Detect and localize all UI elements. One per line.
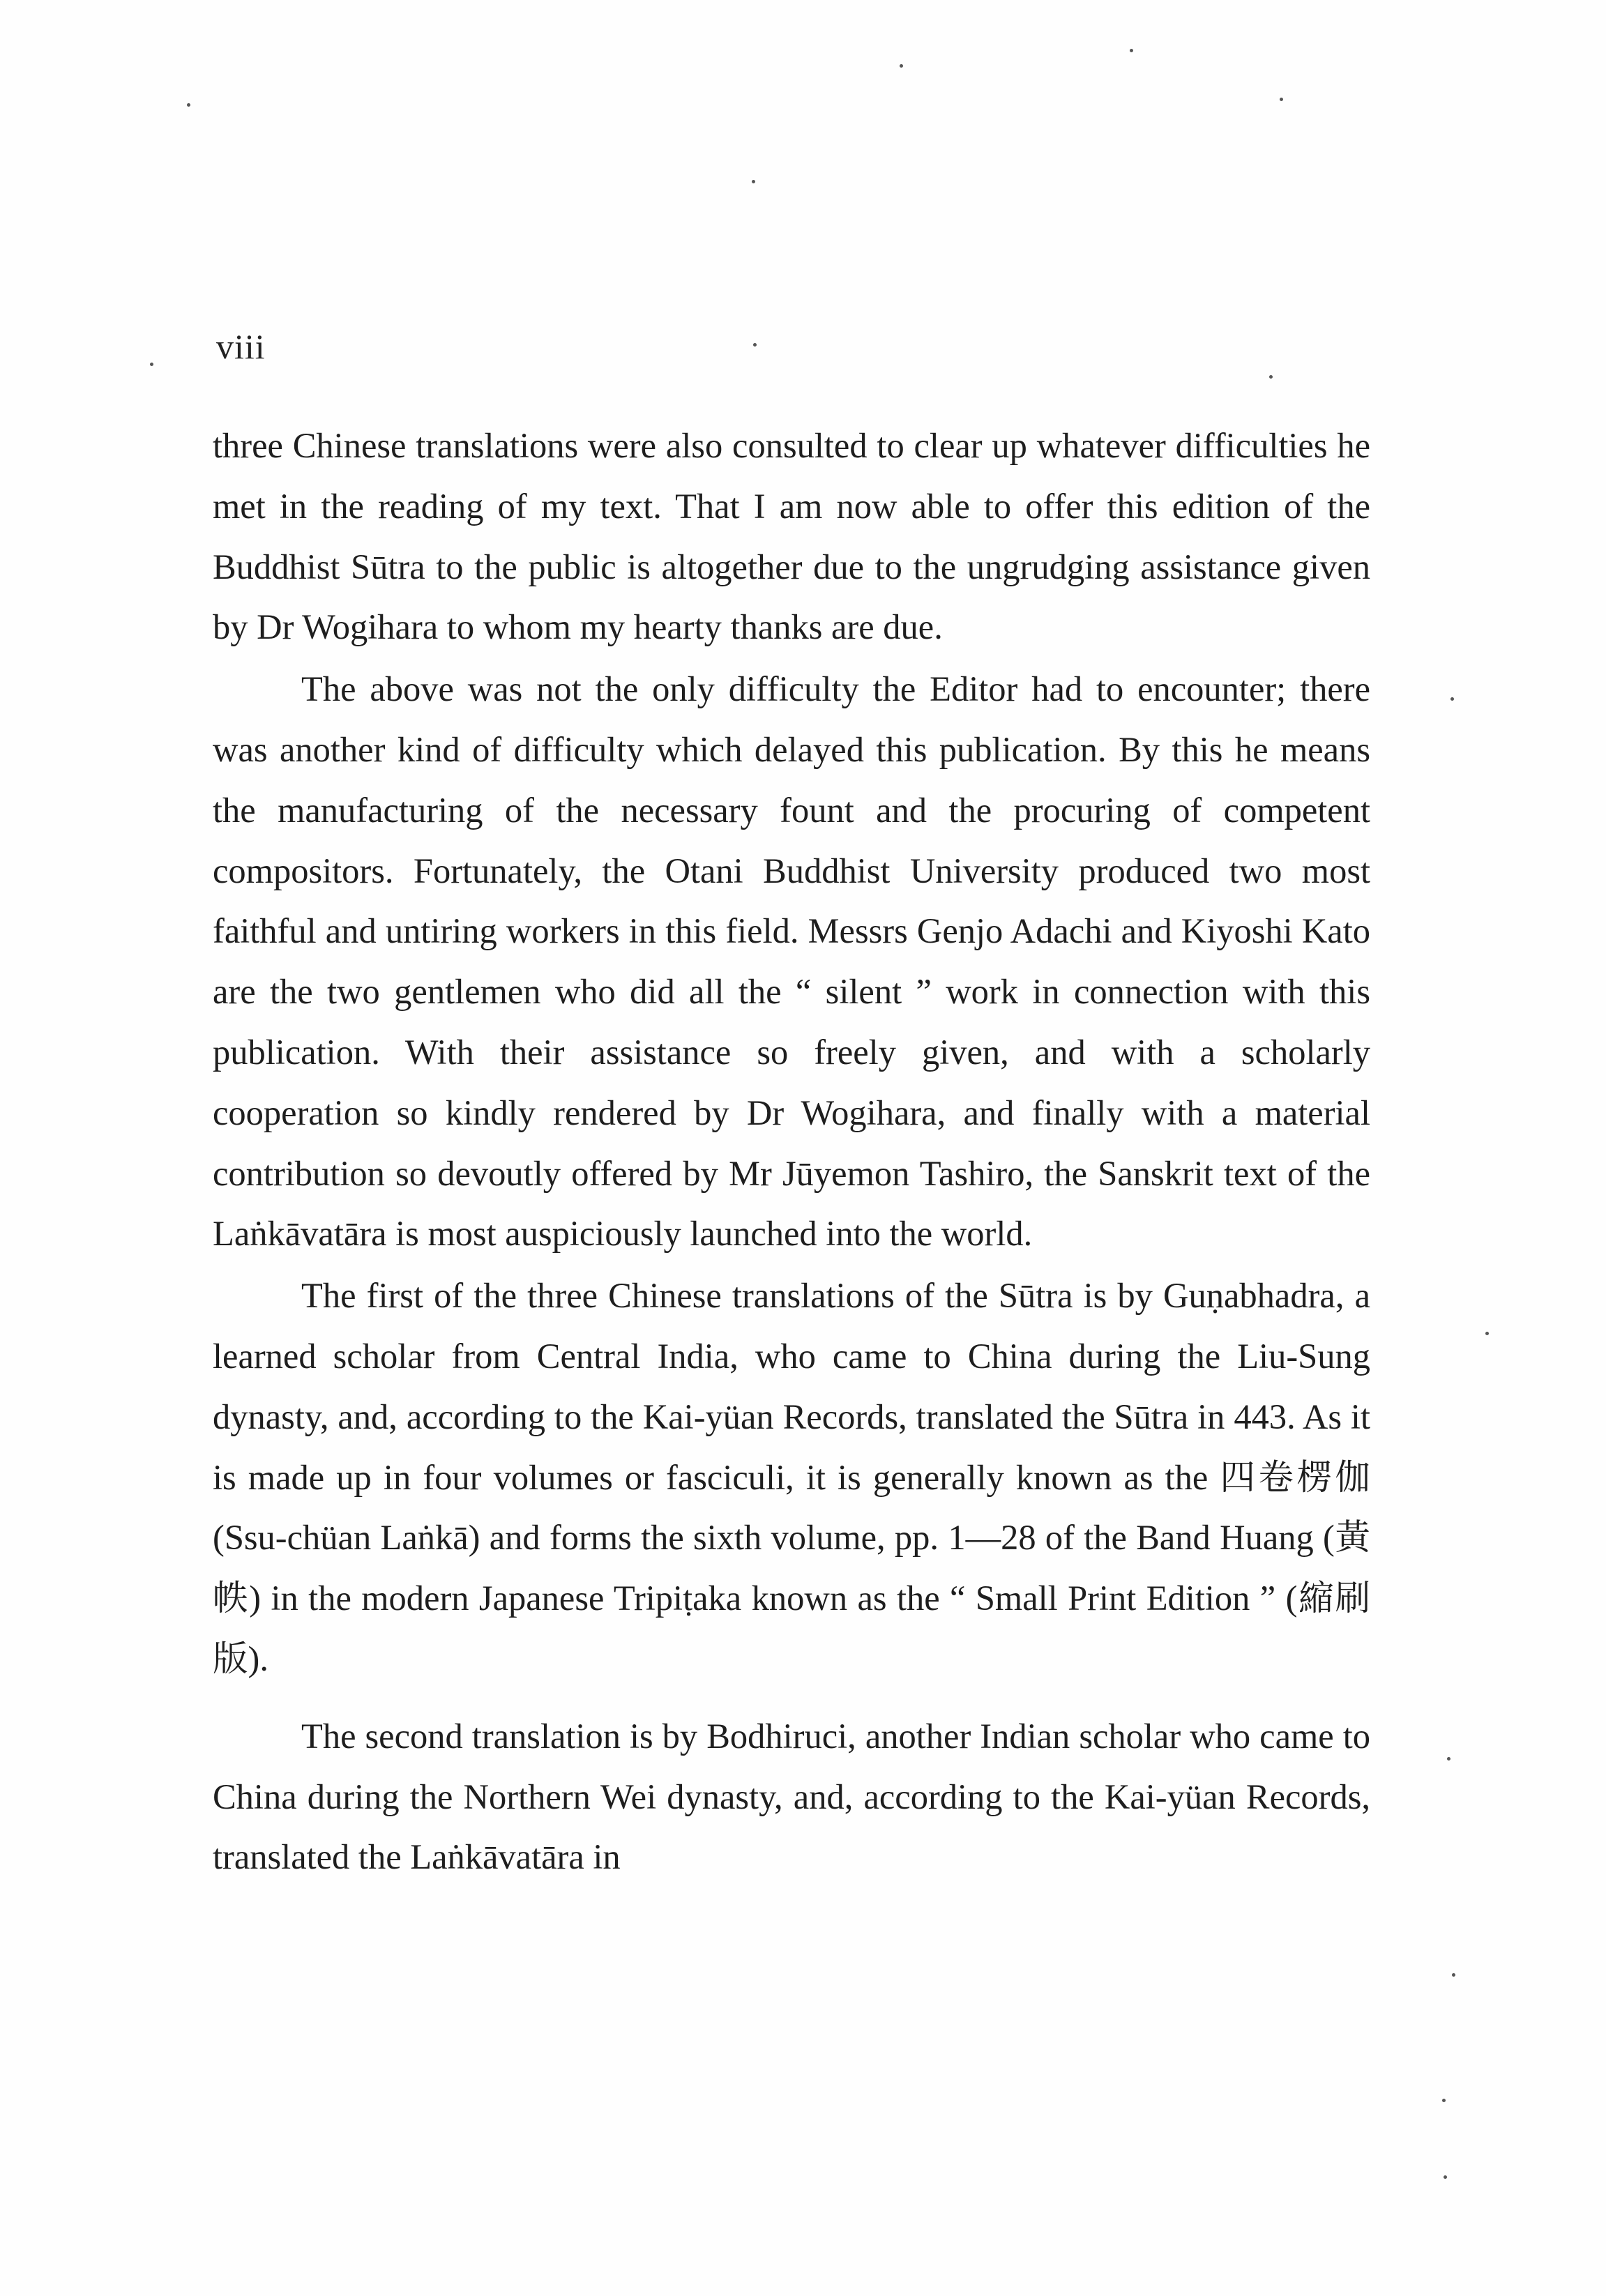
speck (1280, 98, 1283, 101)
speck (1444, 2175, 1447, 2179)
paragraph-4: The second translation is by Bodhiruci, another Indian scholar who came to China during the Northern Wei dynasty, and, according to the Kai-yüan Records, translated the Laṅkāvatāra in (213, 1716, 1370, 1877)
speck (1442, 2099, 1446, 2102)
speck (1130, 49, 1133, 52)
speck (752, 180, 755, 183)
body-text (213, 416, 1370, 1887)
speck (1450, 697, 1454, 701)
paragraph-1: three Chinese translations were also consulted to clear up whatever difficulties he met in the reading of my text. That I am now able to offer this edition of the Buddhist Sūtra to the public is altogether due to the ungrudging assistance given by Dr Wogihara to whom my hearty thanks are due. (213, 426, 1370, 647)
page-number: viii (216, 327, 266, 366)
speck (1269, 375, 1273, 379)
speck (1447, 1757, 1450, 1761)
speck (187, 103, 190, 107)
speck (1452, 1973, 1455, 1977)
speck (150, 363, 153, 366)
speck (900, 64, 903, 68)
speck (1485, 1332, 1489, 1335)
speck (753, 343, 757, 347)
paragraph-3: The first of the three Chinese translations of the Sūtra is by Guṇabhadra, a learned scholar from Central India, who came to China during the Liu-Sung dynasty, and, according to the Kai-yüan Records, translated the Sūtra in 443. As it is made up in four volumes or fasciculi, it is generally known as the 四卷楞伽 (Ssu-chüan Laṅkā) and forms the sixth volume, pp. 1—28 of the Band Huang (黃帙) in the modern Japanese Tripiṭaka known as the “ Small Print Edition ” (縮刷版). (213, 1276, 1370, 1678)
paragraph-2: The above was not the only difficulty the Editor had to encounter; there was another kind of difficulty which delayed this publication. By this he means the manufacturing of the necessary fount and the procuring of competent compositors. Fortunately, the Otani Buddhist University produced two most faithful and untiring workers in this field. Messrs Genjo Adachi and Kiyoshi Kato are the two gentlemen who did all the “ silent ” work in connection with this publication. With their assistance so freely given, and with a scholarly cooperation so kindly rendered by Dr Wogihara, and finally with a material contribution so devoutly offered by Mr Jūyemon Tashiro, the Sanskrit text of the Laṅkāvatāra is most auspiciously launched into the world. (213, 669, 1370, 1254)
